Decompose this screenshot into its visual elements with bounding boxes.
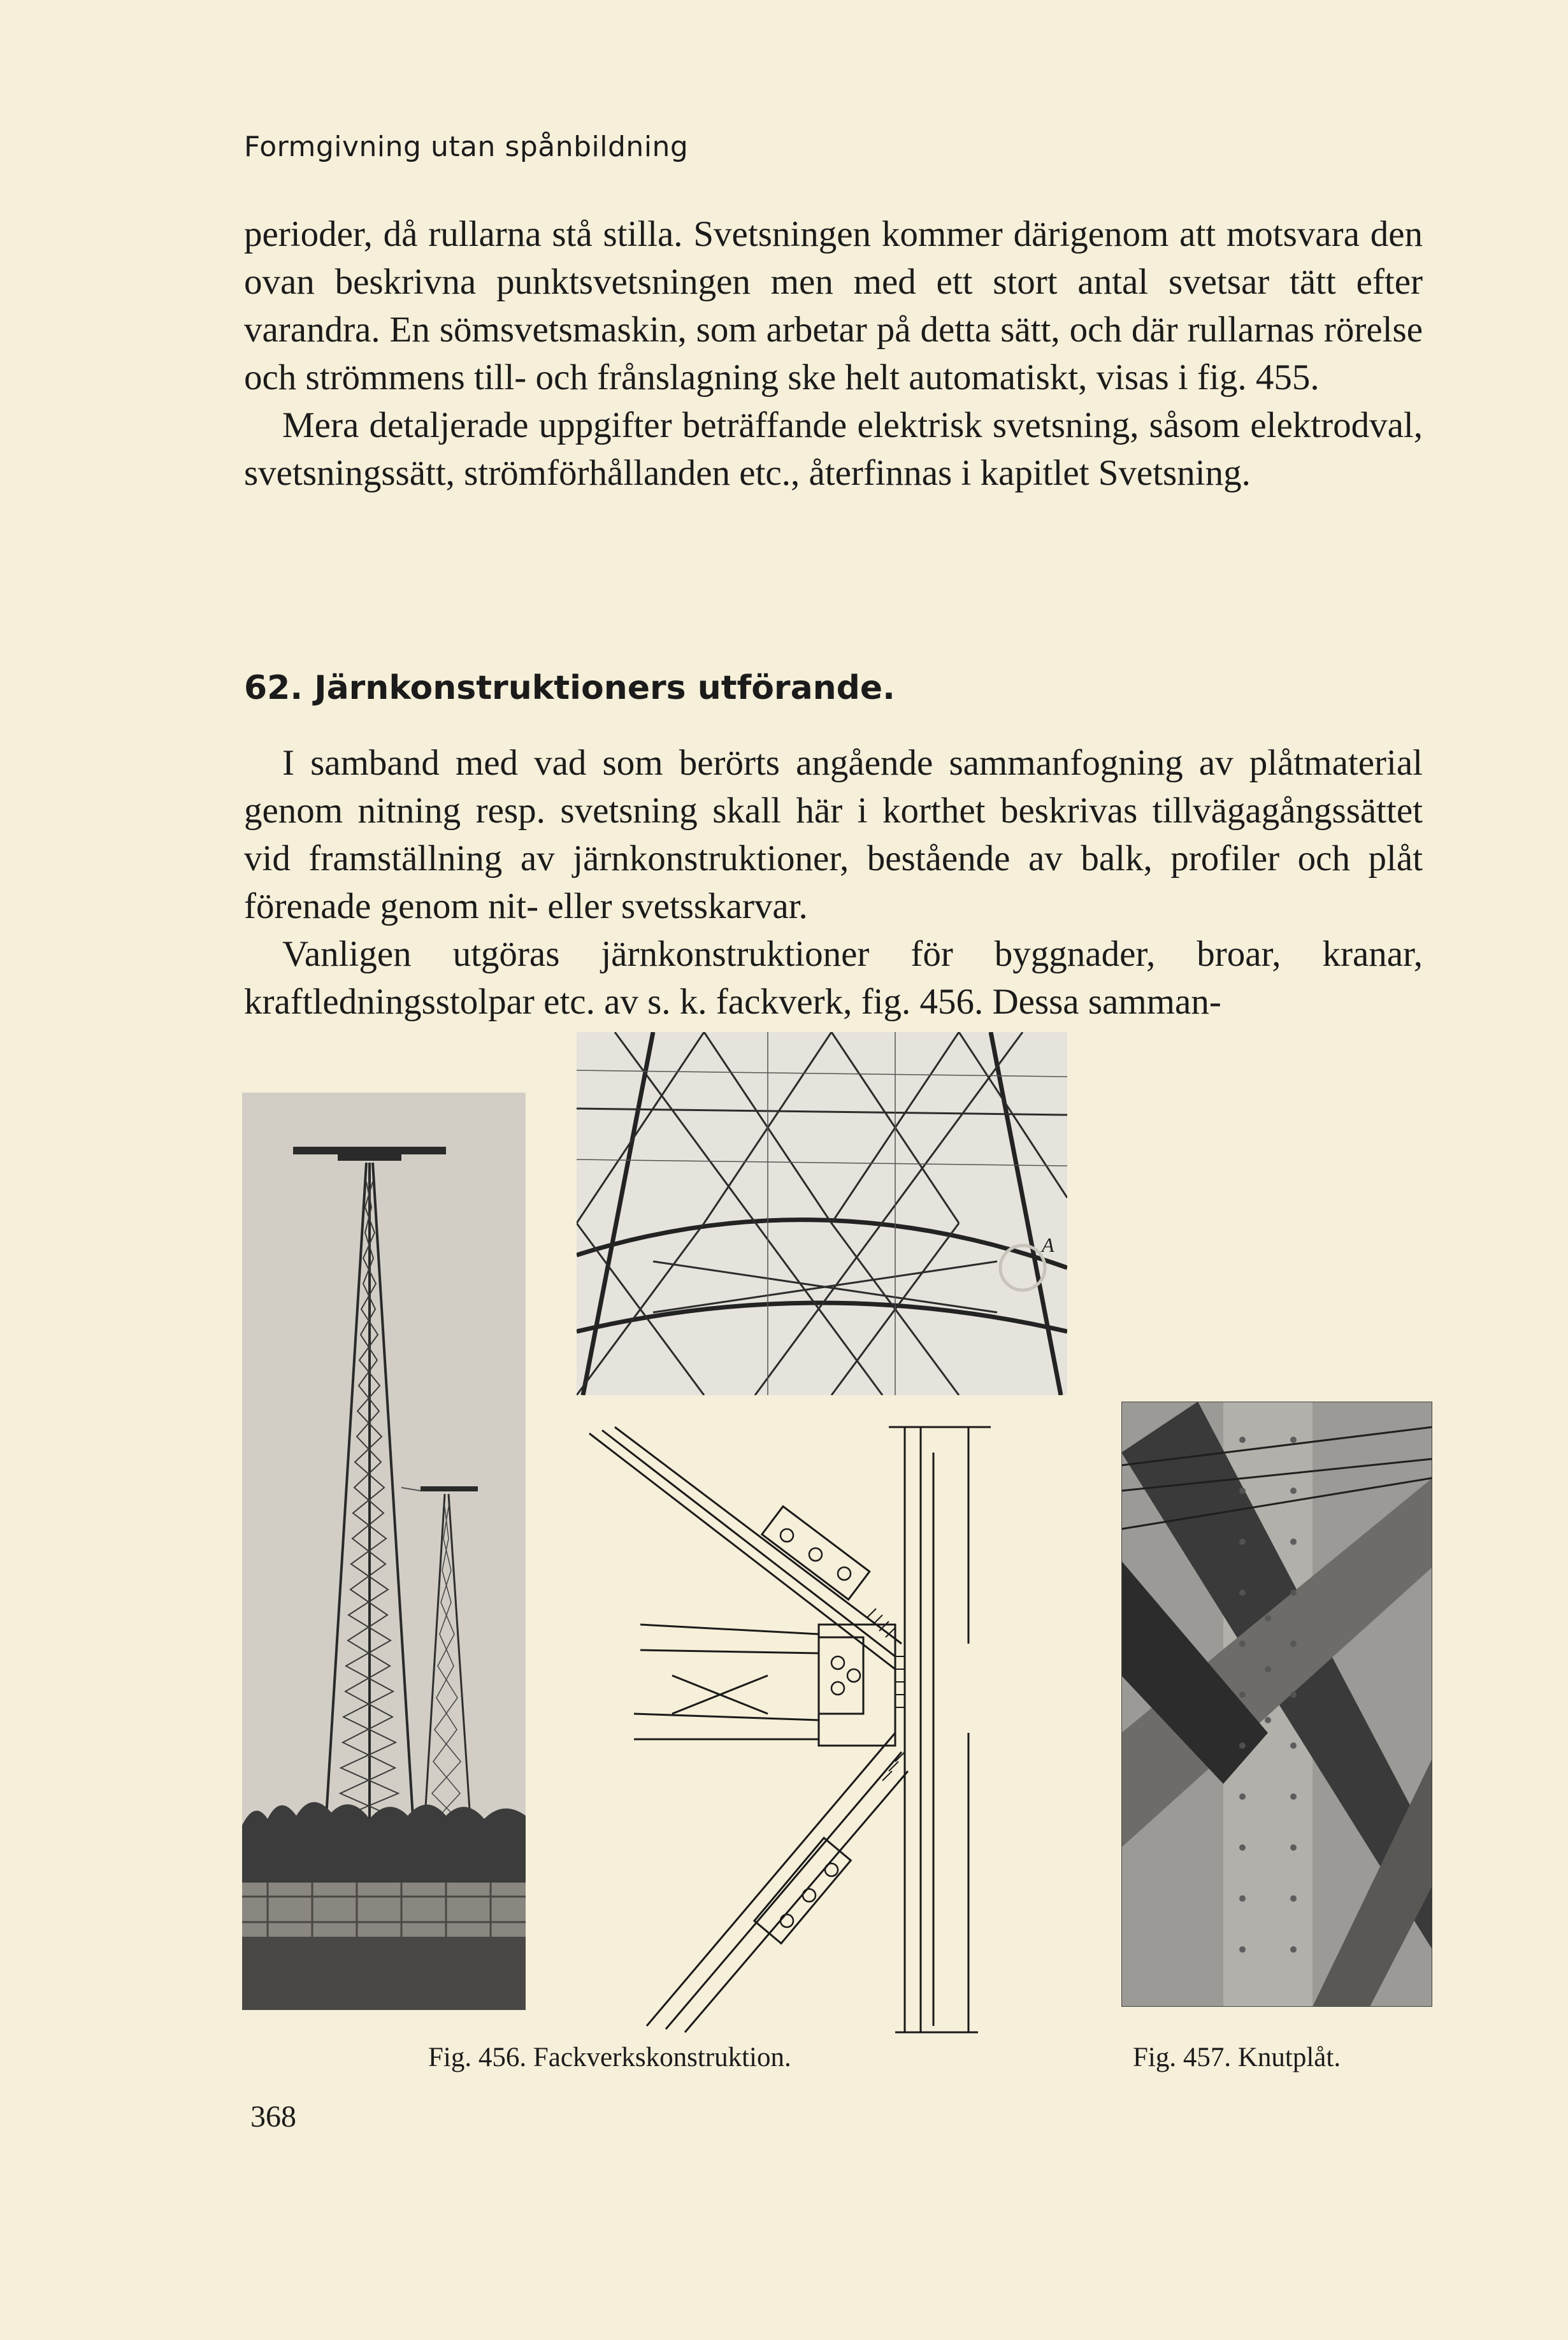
truss-joint-drawing bbox=[577, 1414, 1067, 2039]
running-head: Formgivning utan spånbildning bbox=[244, 131, 689, 163]
figure-457-caption: Fig. 457. Knutplåt. bbox=[1133, 2042, 1341, 2072]
gusset-plate-photo bbox=[1121, 1402, 1432, 2007]
paragraph: I samband med vad som berörts angående sammanfogning av plåtmaterial genom nitning resp. svetsning skall här i korthet beskrivas tillvägagångssättet vid framställning av järnkonstruktioner, bestående av balk, profiler och plåt förenade genom nit- eller svetsskarvar. bbox=[244, 743, 1423, 926]
section-heading: 62. Järnkonstruktioners utförande. bbox=[244, 669, 895, 707]
body-text-top bbox=[244, 210, 1423, 497]
body-text-section bbox=[244, 739, 1423, 1026]
radio-tower-photo bbox=[242, 1093, 526, 2010]
lattice-structure-photo bbox=[577, 1032, 1067, 1395]
paragraph: perioder, då rullarna stå stilla. Svetsningen kommer därigenom att motsvara den ovan beskrivna punktsvetsningen men med ett stort antal svetsar tätt efter varandra. En sömsvetsmaskin, som arbetar på detta sätt, och där rullarnas rörelse och strömmens till- och frånslagning ske helt automatiskt, visas i fig. 455. bbox=[244, 214, 1423, 398]
figure-456-caption: Fig. 456. Fackverkskonstruktion. bbox=[428, 2042, 791, 2072]
paragraph: Vanligen utgöras järnkonstruktioner för byggnader, broar, kranar, kraftledningsstolpar etc. av s. k. fackverk, fig. 456. Dessa samman- bbox=[244, 934, 1423, 1022]
figure-label-a: A bbox=[1042, 1233, 1054, 1256]
paragraph: Mera detaljerade uppgifter beträffande elektrisk svetsning, såsom elektrodval, svetsningssätt, strömförhållanden etc., återfinnas i kapitlet Svetsning. bbox=[244, 405, 1423, 493]
page-number: 368 bbox=[250, 2100, 296, 2134]
